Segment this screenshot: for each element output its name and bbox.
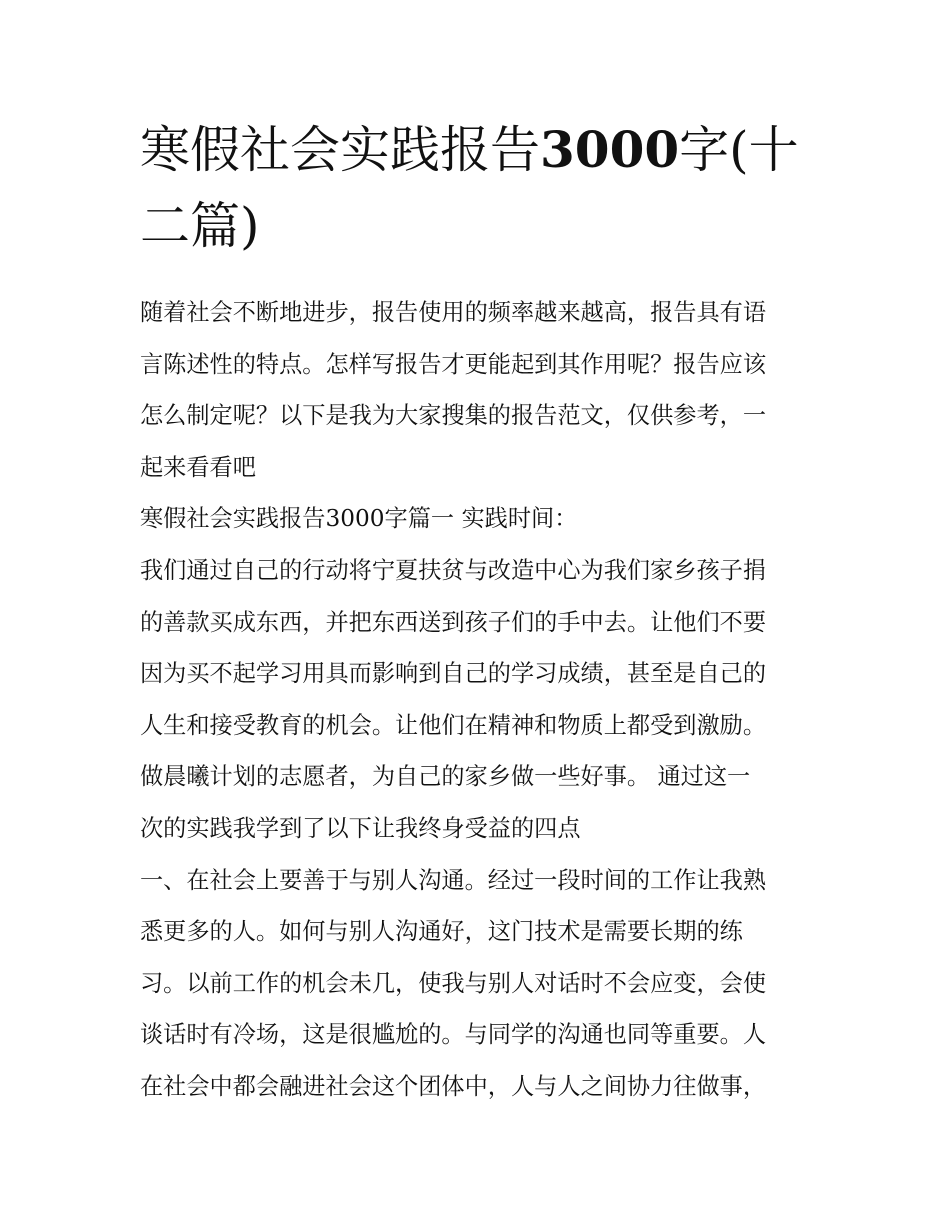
body-text-line: 谈话时有冷场，这是很尴尬的。与同学的沟通也同等重要。人	[140, 1021, 767, 1049]
body-text-line: 的善款买成东西，并把东西送到孩子们的手中去。让他们不要	[140, 608, 767, 636]
body-text-line: 做晨曦计划的志愿者，为自己的家乡做一些好事。 通过这一	[140, 763, 751, 791]
title-line-1: 寒假社会实践报告3000字(十	[140, 120, 799, 179]
body-text-line: 人生和接受教育的机会。让他们在精神和物质上都受到激励。	[140, 711, 767, 739]
body-text-line: 寒假社会实践报告3000字篇一 实践时间：	[140, 505, 578, 533]
body-text-line: 因为买不起学习用具而影响到自己的学习成绩，甚至是自己的	[140, 660, 767, 688]
title-line-2: 二篇)	[140, 197, 260, 255]
body-text-line: 怎么制定呢？以下是我为大家搜集的报告范文，仅供参考，一	[140, 402, 767, 430]
body-text-line: 起来看看吧	[140, 453, 256, 481]
body-text-line: 悉更多的人。如何与别人沟通好，这门技术是需要长期的练	[140, 918, 743, 946]
document-body	[140, 287, 812, 1113]
document-page	[140, 112, 812, 1113]
document-title	[140, 112, 812, 264]
body-text-line: 随着社会不断地进步，报告使用的频率越来越高，报告具有语	[140, 299, 767, 326]
body-text-line: 言陈述性的特点。怎样写报告才更能起到其作用呢？报告应该	[140, 350, 767, 378]
body-text-line: 我们通过自己的行动将宁夏扶贫与改造中心为我们家乡孩子捐	[140, 556, 767, 584]
body-text-line: 次的实践我学到了以下让我终身受益的四点	[140, 814, 581, 842]
body-text-line: 一、在社会上要善于与别人沟通。经过一段时间的工作让我熟	[140, 866, 767, 894]
body-text-line: 习。以前工作的机会未几，使我与别人对话时不会应变，会使	[140, 969, 767, 997]
body-text-line: 在社会中都会融进社会这个团体中，人与人之间协力往做事，	[140, 1072, 767, 1100]
